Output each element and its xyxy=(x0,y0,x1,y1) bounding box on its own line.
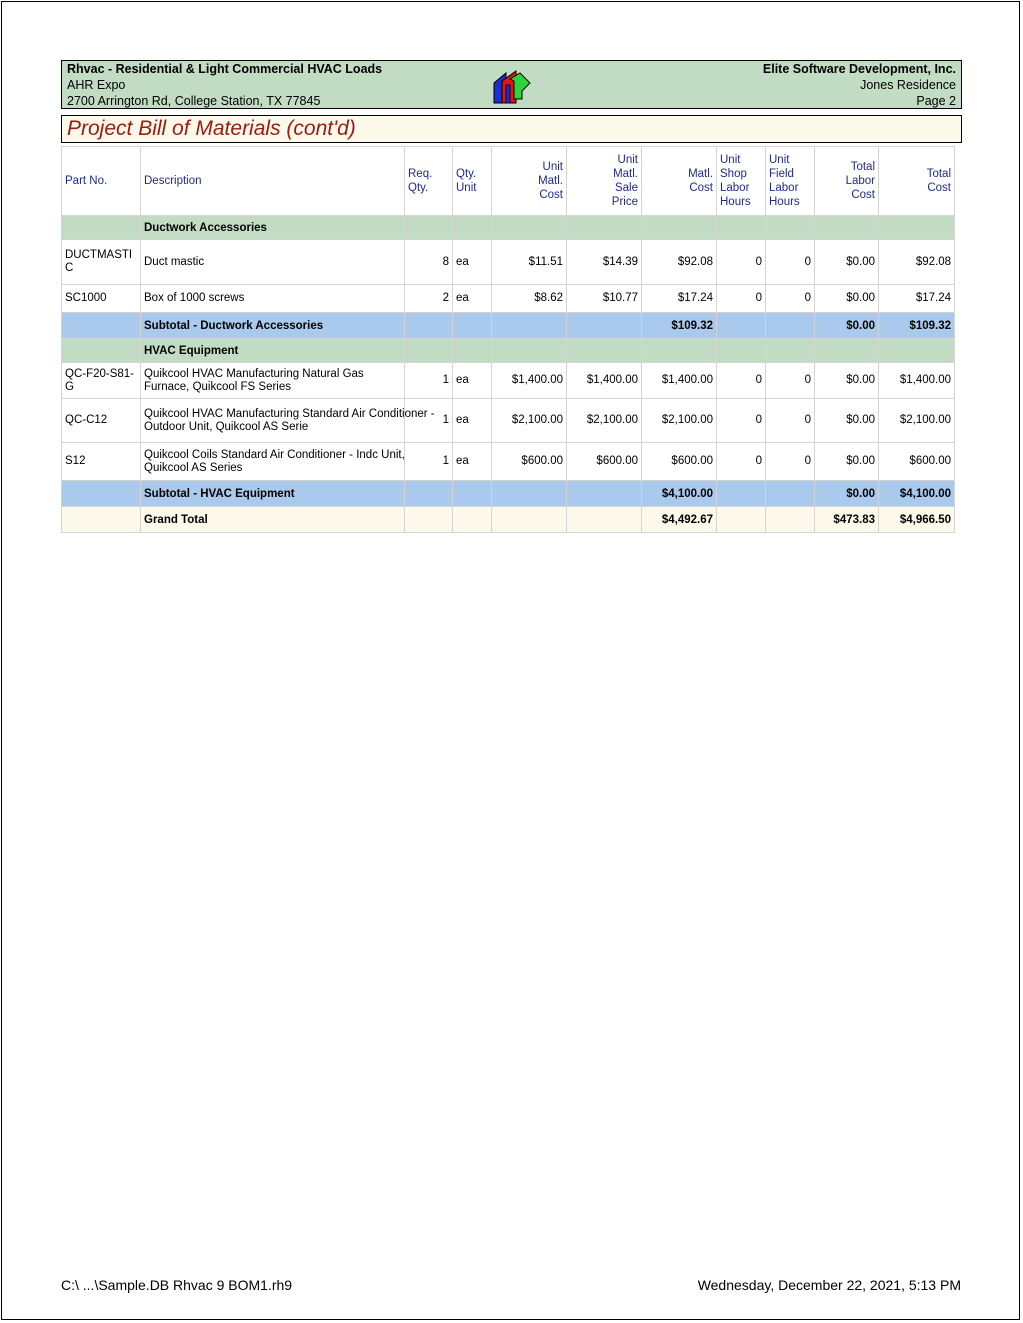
total-cost: $92.08 xyxy=(879,240,955,285)
table-row xyxy=(62,285,955,313)
subtotal-row-ductwork-accessories xyxy=(62,313,955,339)
table-row xyxy=(62,399,955,443)
table-row xyxy=(62,443,955,481)
col-unit-field-labor-hours: Unit Field Labor Hours xyxy=(766,147,815,216)
footer-date: Wednesday, December 22, 2021, 5:13 PM xyxy=(697,1277,961,1293)
col-unit-matl-cost: Unit Matl. Cost xyxy=(492,147,567,216)
col-matl-cost: Matl. Cost xyxy=(642,147,717,216)
project-name: Jones Residence xyxy=(860,78,956,92)
table-row xyxy=(62,363,955,399)
col-total-cost: Total Cost xyxy=(879,147,955,216)
unit-matl-cost: $600.00 xyxy=(492,443,567,481)
footer-file-path: C:\ ...\Sample.DB Rhvac 9 BOM1.rh9 xyxy=(61,1277,293,1293)
subtotal-labor-cost: $0.00 xyxy=(815,481,879,507)
subtotal-total-cost: $109.32 xyxy=(879,313,955,339)
unit-field-labor-hours: 0 xyxy=(766,363,815,399)
qty-unit: ea xyxy=(453,240,492,285)
page-number: Page 2 xyxy=(916,94,956,108)
subtotal-total-cost: $4,100.00 xyxy=(879,481,955,507)
qty-unit: ea xyxy=(453,285,492,313)
company-name: Elite Software Development, Inc. xyxy=(762,62,956,76)
unit-shop-labor-hours: 0 xyxy=(717,240,766,285)
unit-shop-labor-hours: 0 xyxy=(717,363,766,399)
grand-total-labor-cost: $473.83 xyxy=(815,507,879,533)
unit-matl-sale-price: $14.39 xyxy=(567,240,642,285)
unit-matl-sale-price: $600.00 xyxy=(567,443,642,481)
table-row xyxy=(62,240,955,285)
qty-unit: ea xyxy=(453,443,492,481)
report-title: Project Bill of Materials (cont'd) xyxy=(67,117,356,140)
description: Duct mastic xyxy=(141,240,405,285)
bill-of-materials-table xyxy=(61,146,955,533)
description: Quikcool Coils Standard Air Conditioner - Indc Unit, Quikcool AS Series xyxy=(141,443,405,481)
unit-shop-labor-hours: 0 xyxy=(717,399,766,443)
house-logo-icon xyxy=(492,69,532,105)
req-qty: 1 xyxy=(405,443,453,481)
description: Box of 1000 screws xyxy=(141,285,405,313)
grand-total-total-cost: $4,966.50 xyxy=(879,507,955,533)
matl-cost: $92.08 xyxy=(642,240,717,285)
report-title-bar xyxy=(61,115,962,143)
unit-matl-cost: $11.51 xyxy=(492,240,567,285)
req-qty: 2 xyxy=(405,285,453,313)
req-qty: 1 xyxy=(405,399,453,443)
unit-matl-cost: $2,100.00 xyxy=(492,399,567,443)
unit-matl-cost: $1,400.00 xyxy=(492,363,567,399)
section-row-hvac-equipment xyxy=(62,339,955,363)
unit-matl-cost: $8.62 xyxy=(492,285,567,313)
matl-cost: $600.00 xyxy=(642,443,717,481)
total-labor-cost: $0.00 xyxy=(815,285,879,313)
part-no: QC-C12 xyxy=(62,399,141,443)
unit-matl-sale-price: $2,100.00 xyxy=(567,399,642,443)
req-qty: 8 xyxy=(405,240,453,285)
subtotal-label: Subtotal - Ductwork Accessories xyxy=(141,313,405,339)
unit-field-labor-hours: 0 xyxy=(766,285,815,313)
qty-unit: ea xyxy=(453,363,492,399)
unit-field-labor-hours: 0 xyxy=(766,399,815,443)
unit-matl-sale-price: $10.77 xyxy=(567,285,642,313)
grand-total-matl-cost: $4,492.67 xyxy=(642,507,717,533)
section-name: HVAC Equipment xyxy=(141,339,405,363)
subtotal-labor-cost: $0.00 xyxy=(815,313,879,339)
part-no: QC-F20-S81-G xyxy=(62,363,141,399)
subtotal-row-hvac-equipment xyxy=(62,481,955,507)
description: Quikcool HVAC Manufacturing Natural Gas Furnace, Quikcool FS Series xyxy=(141,363,405,399)
report-header xyxy=(61,60,962,109)
matl-cost: $2,100.00 xyxy=(642,399,717,443)
unit-field-labor-hours: 0 xyxy=(766,443,815,481)
unit-shop-labor-hours: 0 xyxy=(717,285,766,313)
total-cost: $1,400.00 xyxy=(879,363,955,399)
total-cost: $2,100.00 xyxy=(879,399,955,443)
subtotal-label: Subtotal - HVAC Equipment xyxy=(141,481,405,507)
col-req-qty: Req. Qty. xyxy=(405,147,453,216)
total-labor-cost: $0.00 xyxy=(815,240,879,285)
unit-field-labor-hours: 0 xyxy=(766,240,815,285)
section-row-ductwork-accessories xyxy=(62,216,955,240)
total-cost: $600.00 xyxy=(879,443,955,481)
section-name: Ductwork Accessories xyxy=(141,216,405,240)
subtotal-matl-cost: $4,100.00 xyxy=(642,481,717,507)
unit-matl-sale-price: $1,400.00 xyxy=(567,363,642,399)
part-no: SC1000 xyxy=(62,285,141,313)
col-description: Description xyxy=(141,147,405,216)
table-header-row xyxy=(62,147,955,216)
grand-total-row xyxy=(62,507,955,533)
unit-shop-labor-hours: 0 xyxy=(717,443,766,481)
grand-total-label: Grand Total xyxy=(141,507,405,533)
subtotal-matl-cost: $109.32 xyxy=(642,313,717,339)
client-name: AHR Expo xyxy=(67,78,126,92)
description: Quikcool HVAC Manufacturing Standard Air Conditioner - Outdoor Unit, Quikcool AS Serie xyxy=(141,399,405,443)
matl-cost: $17.24 xyxy=(642,285,717,313)
qty-unit: ea xyxy=(453,399,492,443)
col-qty-unit: Qty. Unit xyxy=(453,147,492,216)
total-labor-cost: $0.00 xyxy=(815,363,879,399)
total-labor-cost: $0.00 xyxy=(815,399,879,443)
client-address: 2700 Arrington Rd, College Station, TX 77845 xyxy=(67,94,321,108)
matl-cost: $1,400.00 xyxy=(642,363,717,399)
col-part-no: Part No. xyxy=(62,147,141,216)
col-total-labor-cost: Total Labor Cost xyxy=(815,147,879,216)
col-unit-matl-sale-price: Unit Matl. Sale Price xyxy=(567,147,642,216)
col-unit-shop-labor-hours: Unit Shop Labor Hours xyxy=(717,147,766,216)
req-qty: 1 xyxy=(405,363,453,399)
total-cost: $17.24 xyxy=(879,285,955,313)
part-no: DUCTMASTIC xyxy=(62,240,141,285)
total-labor-cost: $0.00 xyxy=(815,443,879,481)
program-name: Rhvac - Residential & Light Commercial HVAC Loads xyxy=(67,62,383,76)
part-no: S12 xyxy=(62,443,141,481)
